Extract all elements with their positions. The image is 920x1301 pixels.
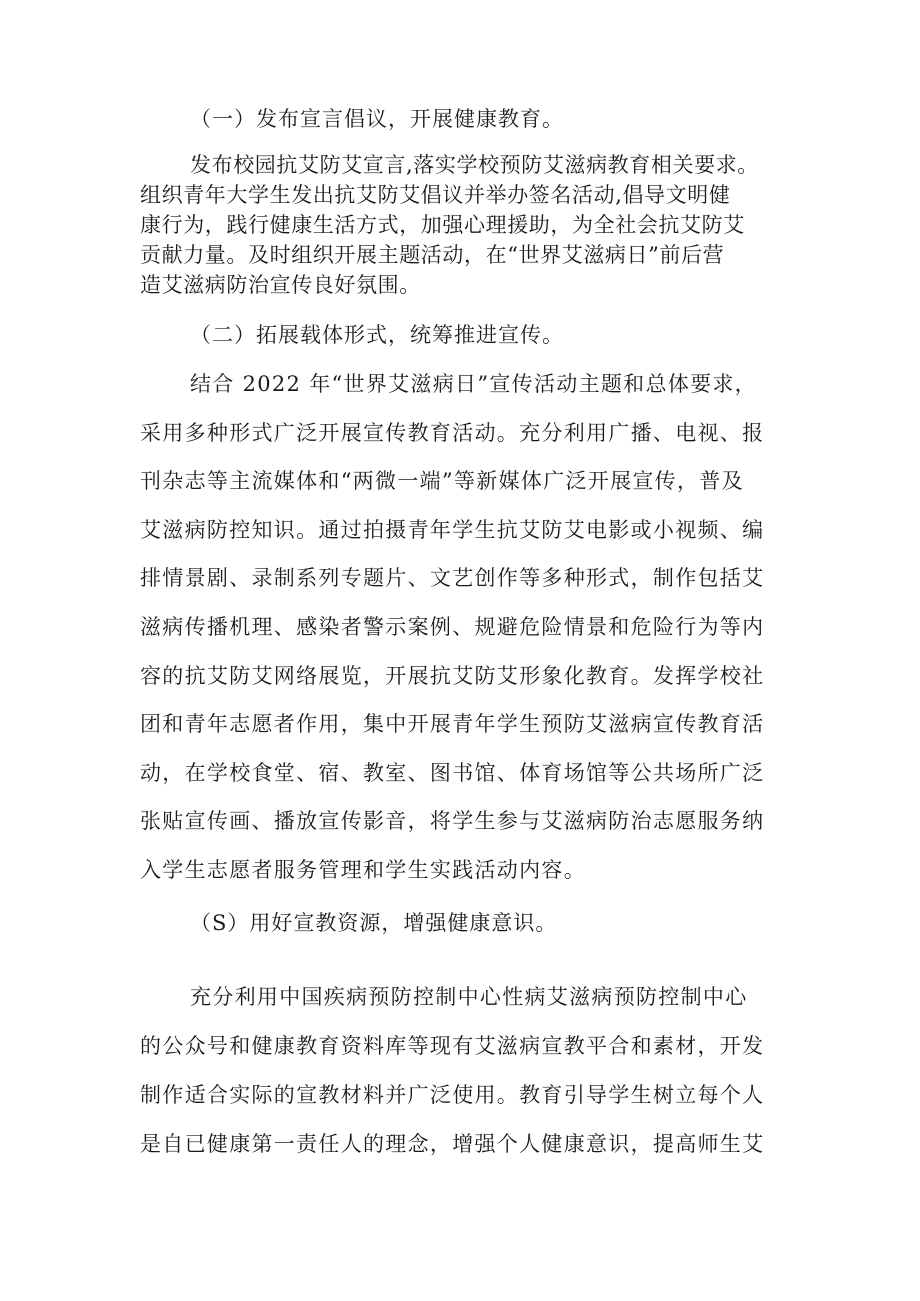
paragraph-line: 组织青年大学生发出抗艾防艾倡议并举办签名活动,倡导文明健 xyxy=(140,183,731,207)
paragraph-line: 排情景剧、录制系列专题片、文艺创作等多种形式，制作包括艾 xyxy=(140,566,765,591)
paragraph-line: 团和青年志愿者作用，集中开展青年学生预防艾滋病宣传教育活 xyxy=(140,712,765,737)
section-2-heading: （二）拓展载体形式，统筹推进宣传。 xyxy=(190,323,564,347)
paragraph-line: 发布校园抗艾防艾宣言,落实学校预防艾滋病教育相关要求。 xyxy=(190,153,759,177)
paragraph-line: 康行为，践行健康生活方式，加强心理援助，为全社会抗艾防艾 xyxy=(140,213,745,237)
paragraph-line: 容的抗艾防艾网络展览，开展抗艾防艾形象化教育。发挥学校社 xyxy=(140,663,765,688)
paragraph-line: 的公众号和健康教育资料库等现有艾滋病宣教平合和素材，开发 xyxy=(140,1034,765,1058)
section-1-paragraph xyxy=(140,150,795,300)
paragraph-line: 制作适合实际的宣教材料并广泛使用。教育引导学生树立每个人 xyxy=(140,1083,765,1107)
section-1-heading: （一）发布宣言倡议，开展健康教育。 xyxy=(190,107,564,131)
paragraph-line: 刊杂志等主流媒体和“两微一端”等新媒体广泛开展宣传，普及 xyxy=(140,469,744,494)
section-3-paragraph xyxy=(140,973,795,1169)
paragraph-line: 采用多种形式广泛开展宣传教育活动。充分利用广播、电视、报 xyxy=(140,420,765,445)
paragraph-line: 是自已健康第一责任人的理念，增强个人健康意识，提高师生艾 xyxy=(140,1132,765,1156)
paragraph-line: 艾滋病防控知识。通过拍摄青年学生抗艾防艾电影或小视频、编 xyxy=(140,517,765,542)
paragraph-line: 动，在学校食堂、宿、教室、图书馆、体育场馆等公共场所广泛 xyxy=(140,760,765,785)
section-2-paragraph xyxy=(140,360,795,895)
paragraph-line: 造艾滋病防治宣传良好氛围。 xyxy=(140,273,421,297)
paragraph-line: 滋病传播机理、感染者警示案例、规避危险情景和危险行为等内 xyxy=(140,614,765,639)
paragraph-line: 充分利用中国疾病预防控制中心性病艾滋病预防控制中心 xyxy=(190,985,748,1009)
section-3-heading: （S）用好宣教资源，增强健康意识。 xyxy=(190,911,558,935)
paragraph-line: 入学生志愿者服务管理和学生实践活动内容。 xyxy=(140,857,586,882)
paragraph-line: 张贴宣传画、播放宣传影音，将学生参与艾滋病防治志愿服务纳 xyxy=(140,809,765,834)
paragraph-line: 贡献力量。及时组织开展主题活动，在“世界艾滋病日”前后营 xyxy=(140,243,725,267)
paragraph-line: 结合 2022 年“世界艾滋病日”宣传活动主题和总体要求， xyxy=(190,372,757,396)
